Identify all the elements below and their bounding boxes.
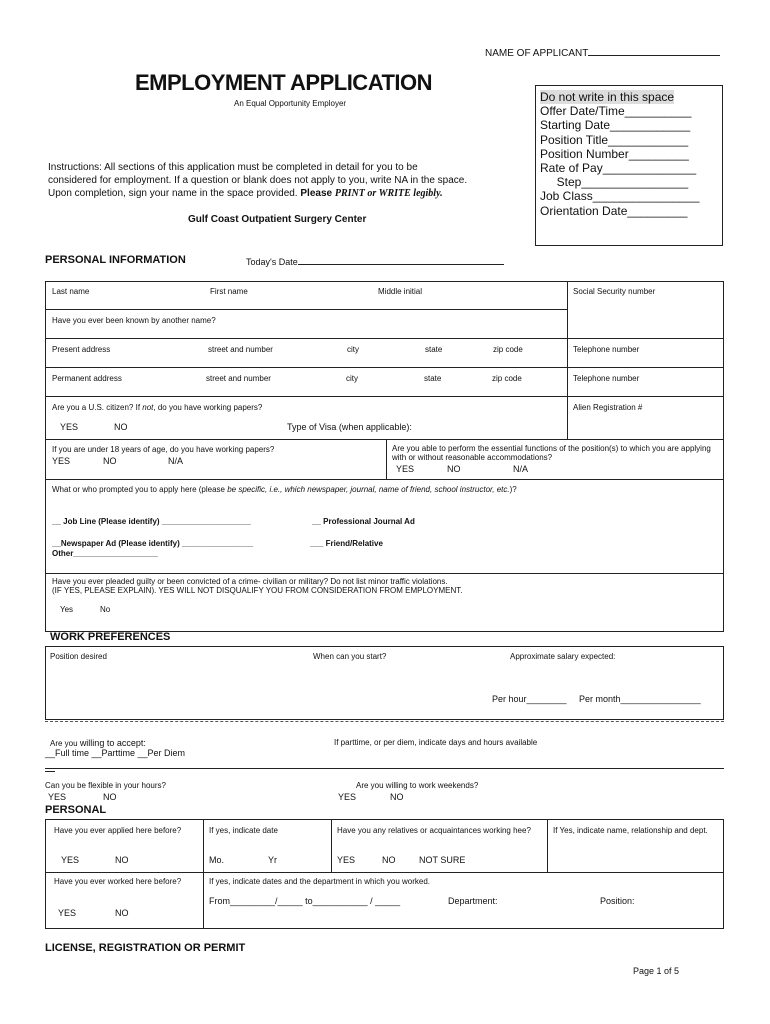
relatives-no[interactable]: NO	[382, 855, 396, 865]
essential-na[interactable]: N/A	[513, 464, 529, 474]
street-label: street and number	[208, 345, 273, 354]
telephone-label: Telephone number	[573, 374, 640, 383]
alien-registration-label: Alien Registration #	[573, 403, 643, 412]
personal-table	[45, 819, 724, 929]
name-of-applicant: NAME OF APPLICANT	[485, 48, 720, 59]
page-subtitle: An Equal Opportunity Employer	[234, 99, 347, 108]
under18-no[interactable]: NO	[103, 456, 117, 466]
visa-label: Type of Visa (when applicable):	[287, 422, 412, 432]
state-label: state	[424, 374, 442, 383]
city-label: city	[347, 345, 359, 354]
under18-yes[interactable]: YES	[52, 456, 71, 466]
position-label: Position:	[600, 896, 635, 906]
street-label: street and number	[206, 374, 271, 383]
under18-question: If you are under 18 years of age, do you have working papers?	[52, 445, 275, 454]
relatives-not-sure[interactable]: NOT SURE	[419, 855, 466, 865]
office-line: Job Class________________	[540, 189, 700, 204]
applied-yes[interactable]: YES	[61, 855, 80, 865]
work-preferences-heading: WORK PREFERENCES	[50, 631, 171, 643]
under18-na[interactable]: N/A	[168, 456, 184, 466]
other-option[interactable]: Other___________________	[52, 549, 158, 558]
year-label: Yr	[268, 855, 277, 865]
applied-no[interactable]: NO	[115, 855, 129, 865]
page-title: EMPLOYMENT APPLICATION	[135, 70, 432, 95]
page-number: Page 1 of 5	[633, 966, 680, 976]
office-use-heading: Do not write in this space	[540, 90, 675, 104]
convicted-yes[interactable]: Yes	[60, 605, 74, 614]
weekends-question: Are you willing to work weekends?	[356, 781, 479, 790]
prompted-question: What or who prompted you to apply here (please be specific, i.e., which newspaper, journal, name of friend, school instructor, etc.)?	[52, 485, 517, 494]
personal-heading: PERSONAL	[45, 804, 107, 816]
professional-journal-option[interactable]: __ Professional Journal Ad	[312, 517, 415, 526]
parttime-days-label: If parttime, or per diem, indicate days and hours available	[334, 738, 538, 747]
from-to-field[interactable]: From_________/_____ to___________ / _____	[209, 896, 401, 906]
present-address-label: Present address	[52, 345, 111, 354]
weekends-yes[interactable]: YES	[338, 792, 357, 802]
job-line-option[interactable]: __ Job Line (Please identify) ____________________	[52, 517, 251, 526]
friend-relative-option[interactable]: ___ Friend/Relative	[310, 539, 383, 548]
worked-before-question: Have you ever worked here before?	[54, 877, 182, 886]
per-hour-field[interactable]: Per hour________	[492, 694, 567, 704]
month-label: Mo.	[209, 855, 225, 865]
todays-date: Today's Date	[246, 257, 504, 267]
position-desired-label: Position desired	[50, 652, 107, 661]
relatives-name-label: If Yes, indicate name, relationship and dept.	[553, 826, 708, 835]
relatives-question: Have you any relatives or acquaintances working hee?	[337, 826, 531, 835]
office-line: Offer Date/Time__________	[540, 104, 692, 119]
todays-date-field[interactable]	[298, 264, 504, 265]
flexible-yes[interactable]: YES	[48, 792, 67, 802]
citizen-no[interactable]: NO	[114, 422, 128, 432]
worked-yes[interactable]: YES	[58, 908, 77, 918]
indicate-date-label: If yes, indicate date	[209, 826, 278, 835]
name-of-applicant-field[interactable]	[588, 55, 720, 56]
ssn-label: Social Security number	[573, 287, 656, 296]
essential-yes[interactable]: YES	[396, 464, 415, 474]
essential-functions-question: Are you able to perform the essential functions of the position(s) to which you are applying with or without reasonable accommodations?	[392, 444, 711, 462]
citizen-yes[interactable]: YES	[60, 422, 79, 432]
office-line: Rate of Pay______________	[540, 161, 697, 176]
convicted-no[interactable]: No	[100, 605, 111, 614]
flexible-no[interactable]: NO	[103, 792, 117, 802]
permanent-address-label: Permanent address	[52, 374, 122, 383]
convicted-question: Have you ever pleaded guilty or been convicted of a crime- civilian or military? Do not list minor traffic violations. (IF YES, PLEASE EXPLAIN). YES WILL NOT DISQUALIFY YOU FROM CONSIDERATION FROM EMPLOYMENT.	[52, 577, 463, 595]
office-line: Orientation Date_________	[540, 203, 688, 218]
office-line: Step________________	[540, 175, 689, 190]
relatives-yes[interactable]: YES	[337, 855, 356, 865]
flexible-hours-question: Can you be flexible in your hours?	[45, 781, 166, 790]
when-start-label: When can you start?	[313, 652, 387, 661]
salary-label: Approximate salary expected:	[510, 652, 616, 661]
worked-dates-label: If yes, indicate dates and the department in which you worked.	[209, 877, 431, 886]
essential-no[interactable]: NO	[447, 464, 461, 474]
other-name-label: Have you ever been known by another name?	[52, 316, 216, 325]
company-name: Gulf Coast Outpatient Surgery Center	[188, 214, 367, 225]
office-use-content	[540, 90, 699, 218]
citizen-question: Are you a U.S. citizen? If not, do you have working papers?	[52, 403, 263, 412]
willing-accept-label: Are you willing to accept:	[50, 738, 146, 748]
weekends-no[interactable]: NO	[390, 792, 404, 802]
zip-label: zip code	[492, 374, 522, 383]
state-label: state	[425, 345, 443, 354]
worked-no[interactable]: NO	[115, 908, 129, 918]
office-line: Position Title____________	[540, 132, 689, 147]
telephone-label: Telephone number	[573, 345, 640, 354]
office-line: Starting Date____________	[540, 118, 691, 133]
office-line: Position Number_________	[540, 146, 689, 161]
first-name-label: First name	[210, 287, 248, 296]
zip-label: zip code	[493, 345, 523, 354]
instructions: Instructions: All sections of this application must be completed in detail for you to be considered for employment. If a question or blank does not apply to you, write NA in the space. Upon completion, sign your name in the space provided. Please PRINT or WRITE legibly.	[48, 162, 468, 199]
middle-initial-label: Middle initial	[378, 287, 423, 296]
applied-before-question: Have you ever applied here before?	[54, 826, 182, 835]
city-label: city	[346, 374, 358, 383]
newspaper-option[interactable]: __Newspaper Ad (Please identify) ________________	[52, 539, 254, 548]
department-label: Department:	[448, 896, 498, 906]
personal-info-heading: PERSONAL INFORMATION	[45, 254, 186, 266]
last-name-label: Last name	[52, 287, 90, 296]
employment-type-options[interactable]: __Full time __Parttime __Per Diem	[45, 748, 186, 758]
license-heading: LICENSE, REGISTRATION OR PERMIT	[45, 942, 246, 954]
per-month-field[interactable]: Per month________________	[579, 694, 701, 704]
